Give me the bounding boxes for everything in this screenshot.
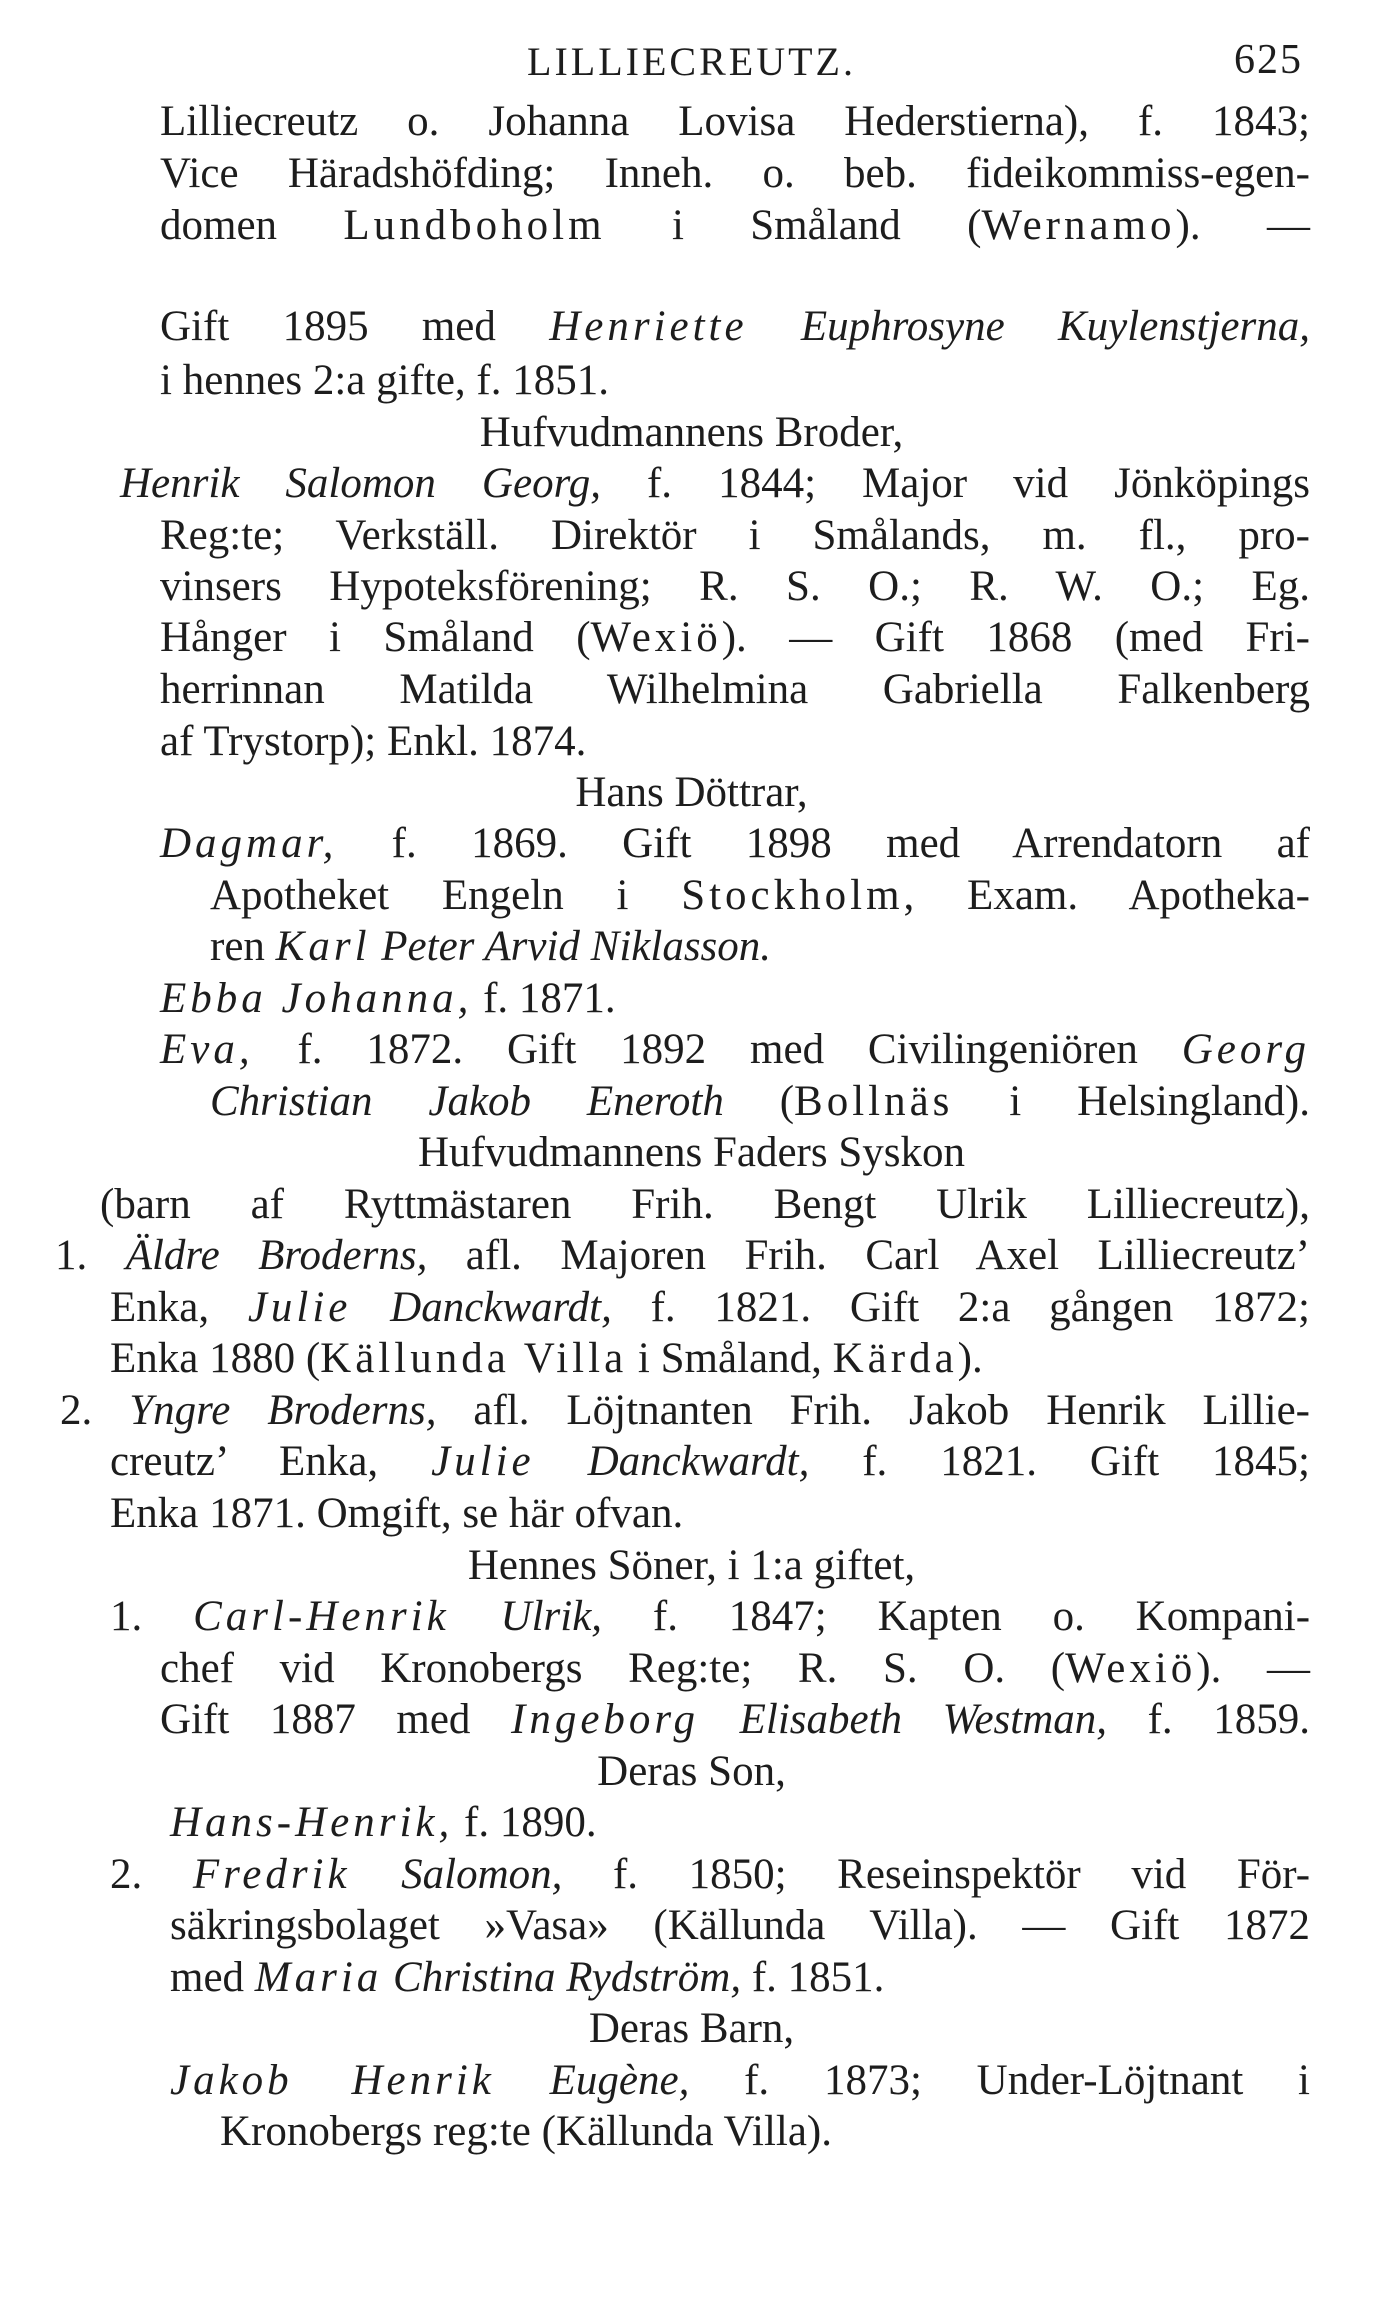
text-run: f. 1844; Major vid Jönköpings bbox=[600, 460, 1310, 507]
text-line bbox=[120, 458, 1310, 510]
text-run: Karl bbox=[275, 923, 371, 970]
text-line bbox=[160, 561, 1310, 613]
text-run: Äldre Broderns, bbox=[125, 1232, 428, 1279]
text-run: f. 1871. bbox=[472, 975, 616, 1022]
text-run: 1. bbox=[110, 1593, 194, 1640]
text-run: Maria bbox=[254, 1954, 383, 2001]
text-run: f. 1869. Gift 1898 med Arrendatorn af bbox=[337, 820, 1310, 867]
text-run: (barn af Ryttmästaren Frih. Bengt Ulrik Lilliecreutz), bbox=[100, 1181, 1310, 1228]
text-run: Yngre Broderns, bbox=[129, 1387, 437, 1434]
text-line bbox=[160, 973, 1310, 1025]
text-run: f. 1851. bbox=[741, 1954, 885, 2001]
text-line bbox=[170, 1952, 1310, 2004]
text-run: chef vid Kronobergs Reg:te; R. S. O. ( bbox=[160, 1645, 1066, 1692]
text-run: ). bbox=[957, 1335, 983, 1382]
text-run: Peter Arvid Niklasson. bbox=[381, 923, 772, 970]
text-run bbox=[699, 1696, 740, 1743]
text-line bbox=[160, 510, 1310, 562]
text-run: Kronobergs reg:te (Källunda Villa). bbox=[220, 2108, 832, 2155]
text-line bbox=[110, 1282, 1310, 1334]
text-run: Salomon, bbox=[401, 1851, 563, 1898]
text-line bbox=[210, 921, 1310, 973]
text-run: Jakob Henrik bbox=[170, 2057, 495, 2104]
text-line bbox=[110, 1849, 1310, 1901]
text-line bbox=[60, 1385, 1310, 1437]
section-heading bbox=[0, 2003, 1383, 2055]
text-run: Stockholm bbox=[681, 872, 904, 919]
text-run: Christian Jakob Eneroth bbox=[210, 1078, 724, 1125]
page-number: 625 bbox=[1234, 37, 1303, 83]
text-line bbox=[160, 148, 1310, 200]
text-run: Apotheket Engeln i bbox=[210, 872, 682, 919]
text-line bbox=[160, 612, 1310, 664]
text-run: 2. bbox=[110, 1851, 193, 1898]
text-run: Georg bbox=[1181, 1026, 1310, 1073]
text-run: Wexiö bbox=[590, 614, 722, 661]
section-heading bbox=[0, 1746, 1383, 1798]
text-run: Christina Rydström, bbox=[393, 1954, 742, 2001]
running-head-title: LILLIECREUTZ. bbox=[527, 39, 856, 84]
text-run bbox=[371, 923, 382, 970]
text-run: Källunda Villa bbox=[320, 1335, 628, 1382]
text-run: Hans Döttrar, bbox=[575, 769, 808, 816]
text-line bbox=[160, 1643, 1310, 1695]
text-line bbox=[170, 1797, 1310, 1849]
text-line bbox=[110, 1436, 1310, 1488]
text-run: f. 1847; Kapten o. Kompani- bbox=[602, 1593, 1311, 1640]
text-line bbox=[55, 1230, 1310, 1282]
text-run: i Småland, bbox=[627, 1335, 833, 1382]
text-run: ). — Gift 1868 (med Fri- bbox=[721, 614, 1311, 661]
section-heading bbox=[0, 1540, 1383, 1592]
text-run: f. 1873; Under-Löjtnant i bbox=[689, 2057, 1311, 2104]
text-run: i Helsingland). bbox=[953, 1078, 1310, 1125]
text-line bbox=[160, 818, 1310, 870]
text-run: ). — bbox=[1175, 202, 1310, 249]
text-run: f. 1850; Reseinspektör vid För- bbox=[562, 1851, 1311, 1898]
text-run: Gift 1887 med bbox=[160, 1696, 511, 1743]
text-line bbox=[110, 1488, 1310, 1540]
text-run: Lilliecreutz o. Johanna Lovisa Hederstierna), f. 1843; bbox=[160, 98, 1310, 145]
text-run: afl. Löjtnanten Frih. Jakob Henrik Lillie- bbox=[436, 1387, 1311, 1434]
text-run: af Trystorp); Enkl. 1874. bbox=[160, 718, 587, 765]
text-run: domen bbox=[160, 202, 344, 249]
section-heading bbox=[0, 767, 1383, 819]
text-run: Ulrik, bbox=[500, 1593, 603, 1640]
text-run: Fredrik bbox=[192, 1851, 351, 1898]
text-run: 1. bbox=[55, 1232, 126, 1279]
text-run: Carl-Henrik bbox=[193, 1593, 450, 1640]
text-run: ( bbox=[723, 1078, 795, 1125]
text-run: Bollnäs bbox=[794, 1078, 954, 1125]
text-run: f. 1859. bbox=[1107, 1696, 1310, 1743]
text-run: Euphrosyne Kuylenstjerna, bbox=[800, 303, 1310, 350]
text-run: Gift 1895 med bbox=[160, 303, 550, 350]
text-line bbox=[160, 96, 1310, 148]
text-run: vinsers Hypoteksförening; R. S. O.; R. W. O.; Eg. bbox=[160, 563, 1310, 610]
text-run bbox=[382, 1954, 393, 2001]
text-line bbox=[220, 2106, 1310, 2158]
text-run: Deras Barn, bbox=[588, 2005, 795, 2052]
text-line bbox=[170, 2055, 1310, 2107]
text-run: afl. Majoren Frih. Carl Axel Lilliecreutz’ bbox=[427, 1232, 1310, 1279]
text-run: f. 1821. Gift 1845; bbox=[809, 1438, 1310, 1485]
text-line bbox=[110, 1591, 1310, 1643]
text-run: Henrik Salomon Georg, bbox=[120, 460, 601, 507]
text-run: Wexiö bbox=[1065, 1645, 1197, 1692]
text-run: Ebba Johanna, bbox=[160, 975, 473, 1022]
text-run: f. 1890. bbox=[453, 1799, 597, 1846]
text-run: 2. bbox=[60, 1387, 130, 1434]
text-run: Eugène, bbox=[549, 2057, 690, 2104]
text-run: säkringsbolaget »Vasa» (Källunda Villa). — Gift 1872 bbox=[170, 1902, 1310, 1949]
text-run: ren bbox=[210, 923, 276, 970]
text-run: i Småland ( bbox=[605, 202, 982, 249]
text-run: Enka 1880 ( bbox=[110, 1335, 321, 1382]
text-run: f. 1872. Gift 1892 med Civilingeniören bbox=[253, 1026, 1182, 1073]
text-run bbox=[351, 1851, 402, 1898]
text-line bbox=[160, 1694, 1310, 1746]
text-run: Eva, bbox=[160, 1026, 254, 1073]
text-run bbox=[748, 303, 801, 350]
text-run: f. 1821. Gift 2:a gången 1872; bbox=[611, 1284, 1310, 1331]
text-run: Danckwardt, bbox=[587, 1438, 810, 1485]
text-run: med bbox=[170, 1954, 255, 2001]
text-run: Deras Son, bbox=[597, 1748, 786, 1795]
text-run: Henriette bbox=[549, 303, 748, 350]
text-run: Hånger i Småland ( bbox=[160, 614, 591, 661]
text-run: Hufvudmannens Broder, bbox=[479, 409, 904, 456]
text-run: Kärda bbox=[832, 1335, 958, 1382]
text-run: Dagmar, bbox=[160, 820, 338, 867]
text-line bbox=[170, 1900, 1310, 1952]
text-line bbox=[110, 1333, 1310, 1385]
text-run: Lundboholm bbox=[343, 202, 606, 249]
text-line bbox=[160, 664, 1310, 716]
text-run: Enka 1871. Omgift, se här ofvan. bbox=[110, 1490, 684, 1537]
text-run bbox=[351, 1284, 390, 1331]
text-run: Ingeborg bbox=[511, 1696, 700, 1743]
text-line bbox=[160, 355, 1310, 407]
text-run bbox=[450, 1593, 501, 1640]
text-run: Vice Häradshöfding; Inneh. o. beb. fideikommiss-egen- bbox=[160, 150, 1310, 197]
text-run: Enka, bbox=[110, 1284, 248, 1331]
text-run: , Exam. Apotheka- bbox=[903, 872, 1310, 919]
text-line bbox=[160, 200, 1310, 252]
text-line bbox=[210, 1076, 1310, 1128]
text-line bbox=[160, 716, 1310, 768]
text-run: Hennes Söner, i 1:a giftet, bbox=[467, 1542, 916, 1589]
section-heading bbox=[0, 407, 1383, 459]
text-line bbox=[100, 1179, 1310, 1231]
text-run: Danckwardt, bbox=[390, 1284, 612, 1331]
text-run: creutz’ Enka, bbox=[110, 1438, 432, 1485]
text-run bbox=[495, 2057, 550, 2104]
text-line bbox=[210, 870, 1310, 922]
text-run bbox=[535, 1438, 588, 1485]
text-run: Hufvudmannens Faders Syskon bbox=[417, 1129, 965, 1176]
section-heading bbox=[0, 1127, 1383, 1179]
text-run: Wernamo bbox=[981, 202, 1176, 249]
text-run: Hans-Henrik, bbox=[170, 1799, 454, 1846]
text-line bbox=[160, 1024, 1310, 1076]
text-line bbox=[160, 301, 1310, 353]
text-run: Elisabeth Westman, bbox=[739, 1696, 1108, 1743]
text-run: i hennes 2:a gifte, f. 1851. bbox=[160, 357, 610, 404]
text-run: herrinnan Matilda Wilhelmina Gabriella Falkenberg bbox=[160, 666, 1310, 713]
text-run: Julie bbox=[247, 1284, 352, 1331]
text-run: Reg:te; Verkställ. Direktör i Smålands, m. fl., pro- bbox=[160, 512, 1310, 559]
text-run: ). — bbox=[1196, 1645, 1310, 1692]
text-run: Julie bbox=[431, 1438, 535, 1485]
